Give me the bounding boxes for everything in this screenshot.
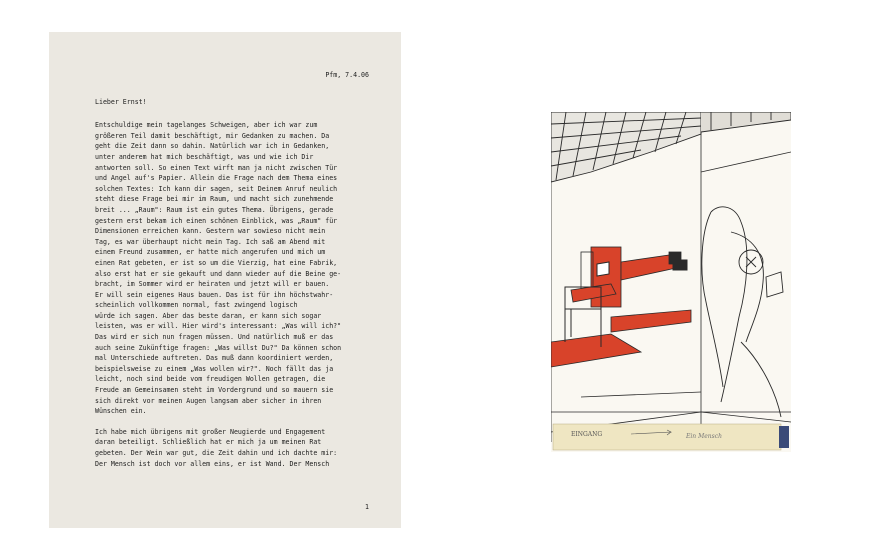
letter-line: auch seine Zukünftige fragen: „Was willst Du?" Da können schon [95,343,342,352]
letter-line: gestern erst bekam ich einen schönen Einblick, was „Raum" für [95,216,338,225]
letter-line: gebeten. Der Wein war gut, die Zeit dahin und ich dachte mir: [95,449,338,457]
letter-line: Entschuldige mein tagelanges Schweigen, aber ich war zum [95,121,318,130]
letter-date: Pfm, 7.4.06 [325,71,369,79]
letter-line: Dimensionen erreichen kann. Gestern war sowieso nicht mein [95,227,326,236]
letter-line: sich direkt vor meinen Augen langsam aber sicher in ihren [95,396,322,405]
architectural-sketch [551,112,791,452]
caption-left: EINGANG [571,431,603,438]
letter-line: scheinlich vollkommen normal, fast zwingend logisch [95,301,298,310]
letter-paragraph-1 [95,120,369,417]
letter-line: Der Mensch ist doch vor allem eins, er ist Wand. Der Mensch [95,459,330,468]
letter-line: solchen Textes: Ich kann dir sagen, seit Deinem Anruf neulich [95,184,338,193]
letter-line: daran beteiligt. Schließlich hat er mich ja um meinen Rat [95,438,322,447]
letter-line: Tag, es war überhaupt nicht mein Tag. Ich saß am Abend mit [95,237,326,246]
letter-line: und Angel auf's Papier. Allein die Frage nach dem Thema eines [95,174,338,183]
letter-line: mal Unterschiede auftreten. Das muß dann koordiniert werden, [95,354,334,363]
letter-line: geht die Zeit dann so dahin. Natürlich war ich in Gedanken, [95,142,330,151]
page-number: 1 [365,503,369,511]
letter-line: einem Freund zusammen, er hatte mich angerufen und mich um [95,248,326,257]
letter-line: also erst hat er sie gekauft und dann wieder auf die Beine ge- [95,269,342,278]
letter-line: einen Rat gebeten, er ist so um die Vierzig, hat eine Fabrik, [95,258,338,267]
letter-line: breit ... „Raum": Raum ist ein gutes Thema. Übrigens, gerade [95,205,334,214]
letter-line: Das wird er sich nun fragen müssen. Und natürlich muß er das [95,333,334,342]
caption-strip [553,424,789,450]
letter-line: antworten soll. So einen Text wirft man ja nicht zwischen Tür [95,163,338,172]
letter-page [49,32,401,528]
letter-line: Ich habe mich übrigens mit großer Neugierde und Engagement [95,427,326,436]
letter-line: beispielsweise zu einem „Was wollen wir?". Noch fällt das ja [95,364,334,373]
letter-line: steht diese Frage bei mir im Raum, und macht sich zunehmende [95,195,334,204]
letter-line: unter anderem hat mich beschäftigt, was und wie ich Dir [95,152,314,161]
letter-line: Wünschen ein. [95,407,147,416]
letter-line: leisten, was er will. Hier wird's interessant: „Was will ich?" [95,322,342,331]
letter-line: würde ich sagen. Aber das beste daran, er kann sich sogar [95,311,322,320]
letter-greeting: Lieber Ernst! [95,97,147,106]
letter-paragraph-2 [95,427,369,469]
letter-line: leicht, noch sind beide vom freudigen Wollen getragen, die [95,375,326,384]
caption-right: Ein Mensch [686,433,722,440]
letter-line: bracht, im Sommer wird er heiraten und jetzt will er bauen. [95,280,330,289]
letter-line: größeren Teil damit beschäftigt, mir Gedanken zu machen. Da [95,131,330,140]
letter-line: Freude am Gemeinsamen steht im Vordergrund und so mauern sie [95,386,334,395]
letter-line: Er will sein eigenes Haus bauen. Das ist für ihn höchstwahr- [95,290,334,299]
